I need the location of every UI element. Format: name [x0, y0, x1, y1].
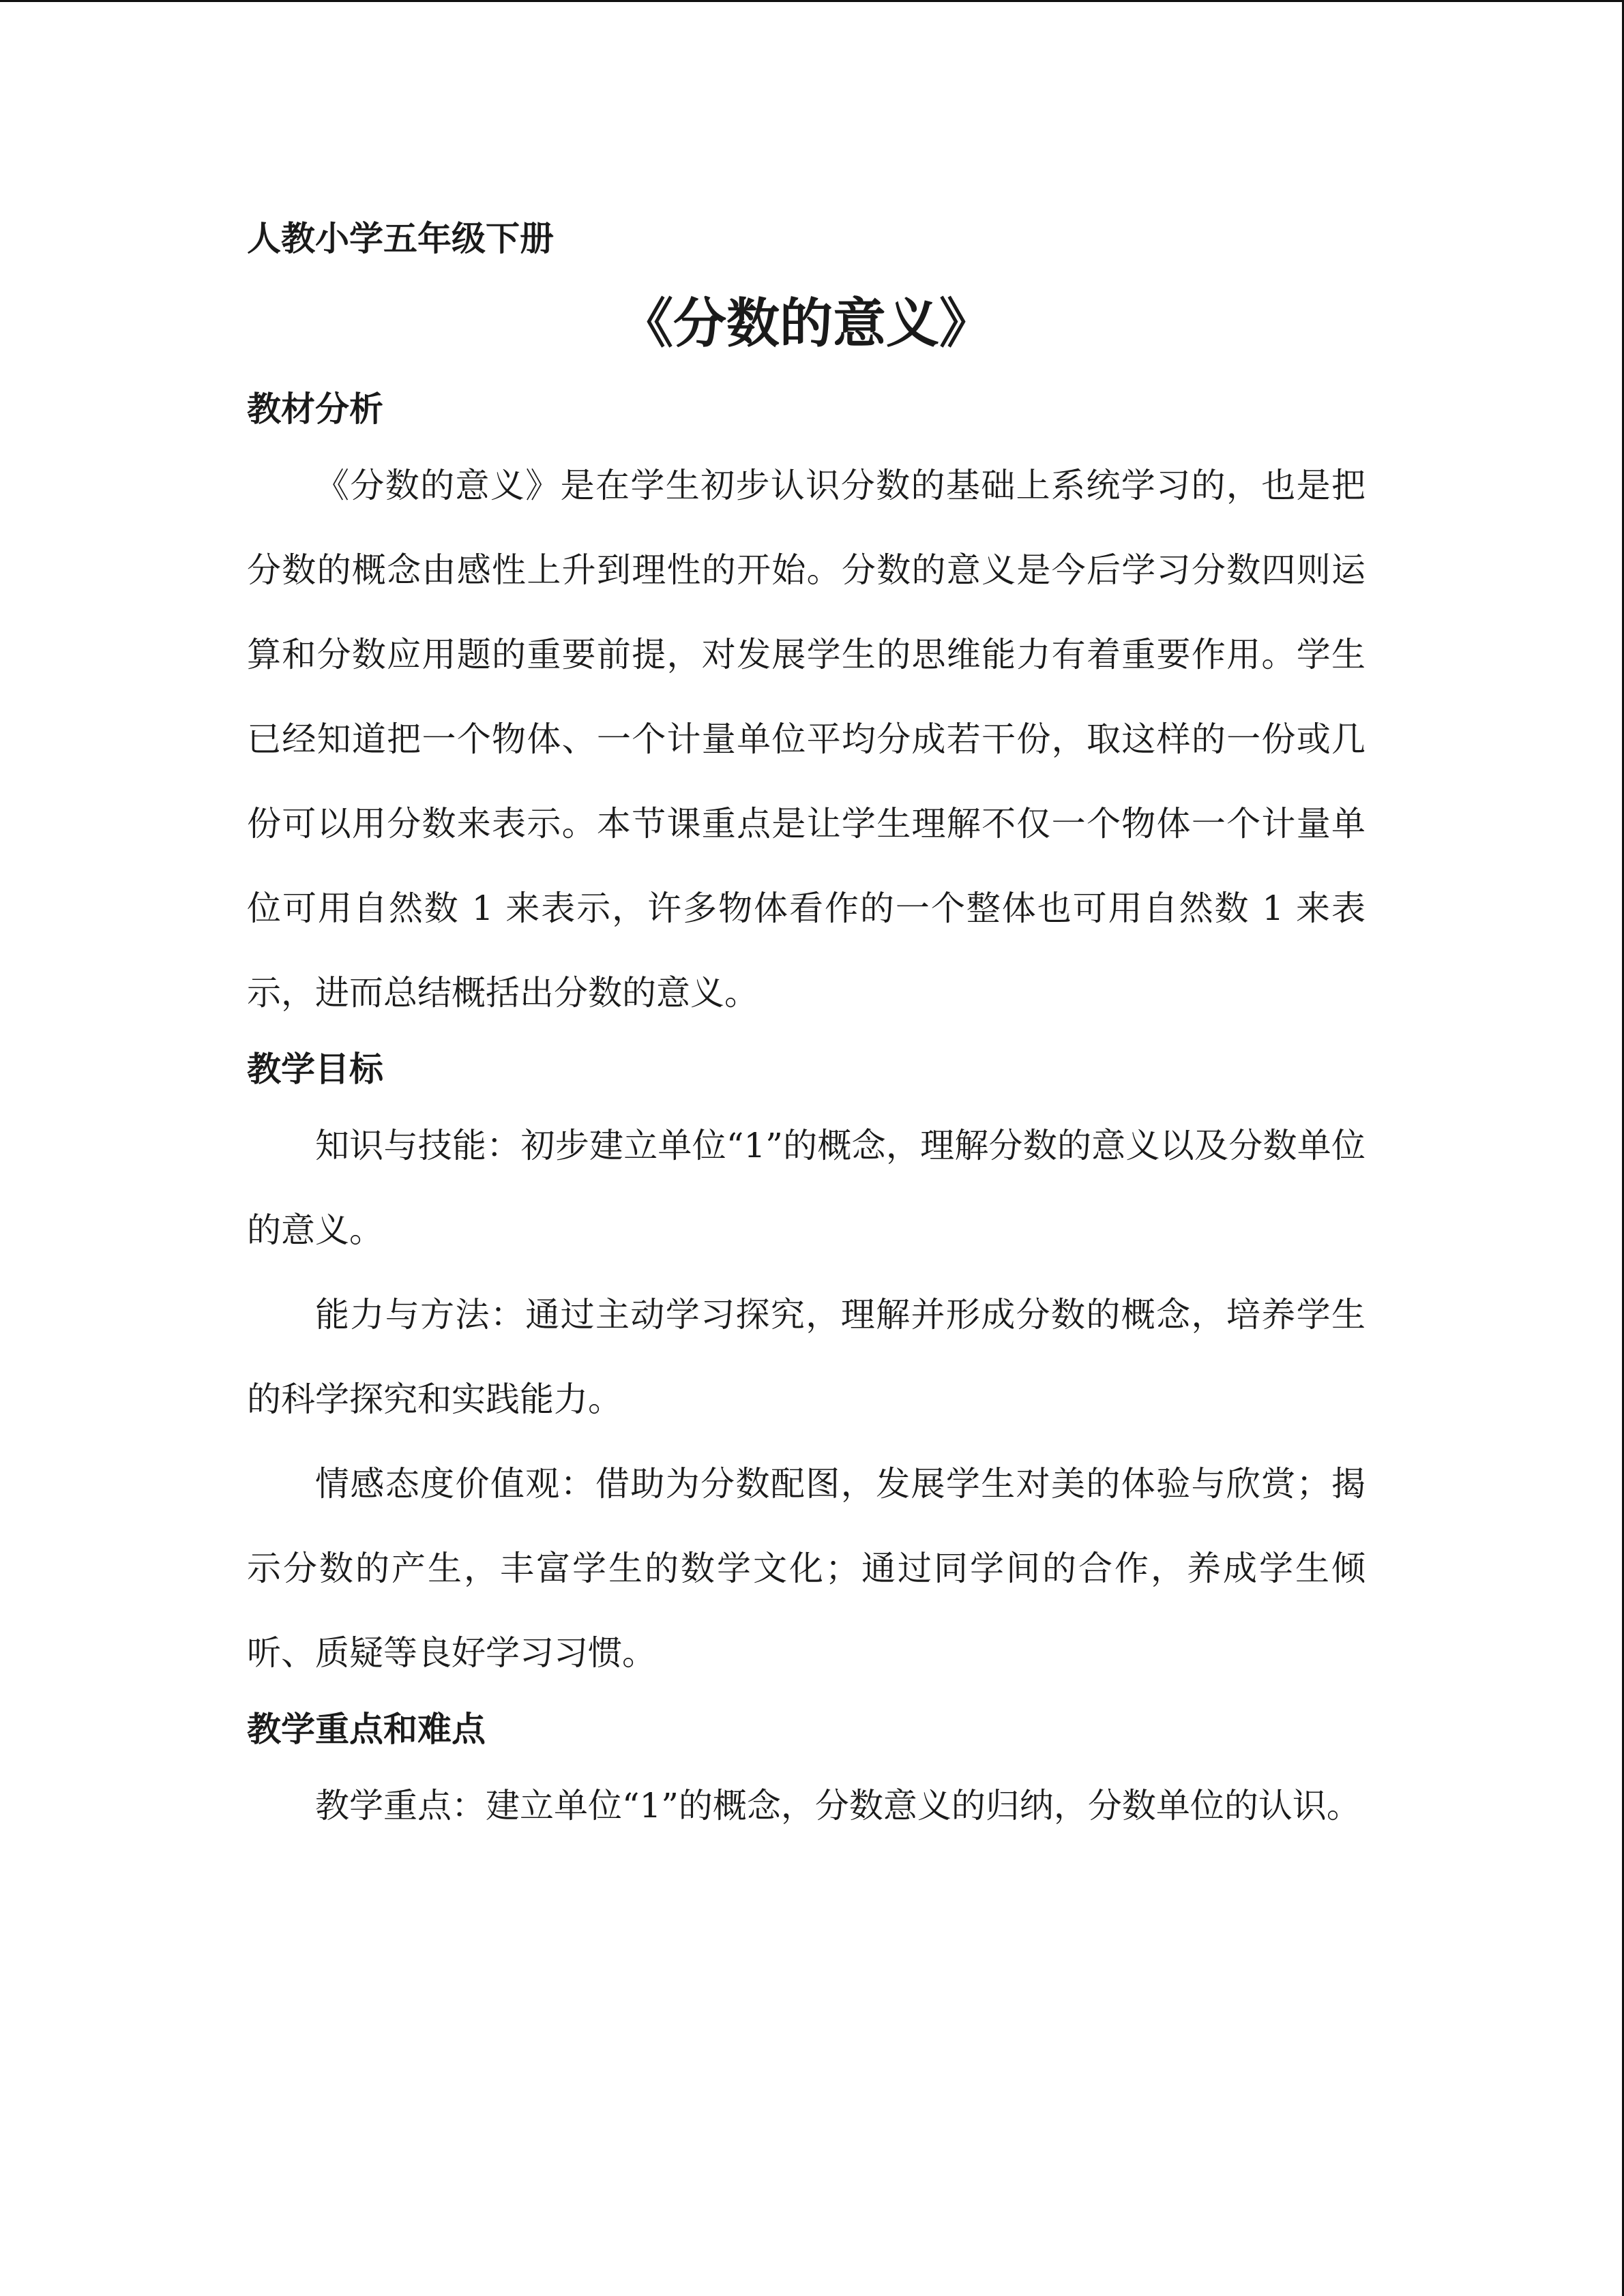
- paragraph: 知识与技能：初步建立单位“1”的概念，理解分数的意义以及分数单位的意义。: [247, 1126, 1365, 1250]
- paragraph: 情感态度价值观：借助为分数配图，发展学生对美的体验与欣赏；揭示分数的产生，丰富学生的数学文化；通过同学间的合作，养成学生倾听、质疑等良好学习习惯。: [247, 1464, 1365, 1673]
- section-teaching-goals: [247, 1035, 1365, 1695]
- page-border-top: [0, 0, 1624, 2]
- section-heading: 教材分析: [247, 389, 383, 429]
- document-title: 《分数的意义》: [619, 293, 992, 355]
- document-body: [247, 205, 1365, 1848]
- subject-line: 人教小学五年级下册: [247, 219, 554, 258]
- section-heading: 教学重点和难点: [247, 1710, 486, 1749]
- section-heading: 教学目标: [247, 1049, 383, 1089]
- paragraph: 《分数的意义》是在学生初步认识分数的基础上系统学习的，也是把分数的概念由感性上升到理性的开始。分数的意义是今后学习分数四则运算和分数应用题的重要前提，对发展学生的思维能力有着重要作用。学生已经知道把一个物体、一个计量单位平均分成若干份，取这样的一份或几份可以用分数来表示。本节课重点是让学生理解不仅一个物体一个计量单位可用自然数 1 来表示，许多物体看作的一个整体也可用自然数 1 来表示，进而总结概括出分数的意义。: [247, 466, 1365, 1013]
- paragraph: 能力与方法：通过主动学习探究，理解并形成分数的概念，培养学生的科学探究和实践能力。: [247, 1295, 1365, 1419]
- paragraph: 教学重点：建立单位“1”的概念，分数意义的归纳，分数单位的认识。: [315, 1786, 1361, 1825]
- section-textbook-analysis: [247, 375, 1365, 1035]
- section-key-points: [247, 1695, 1365, 1848]
